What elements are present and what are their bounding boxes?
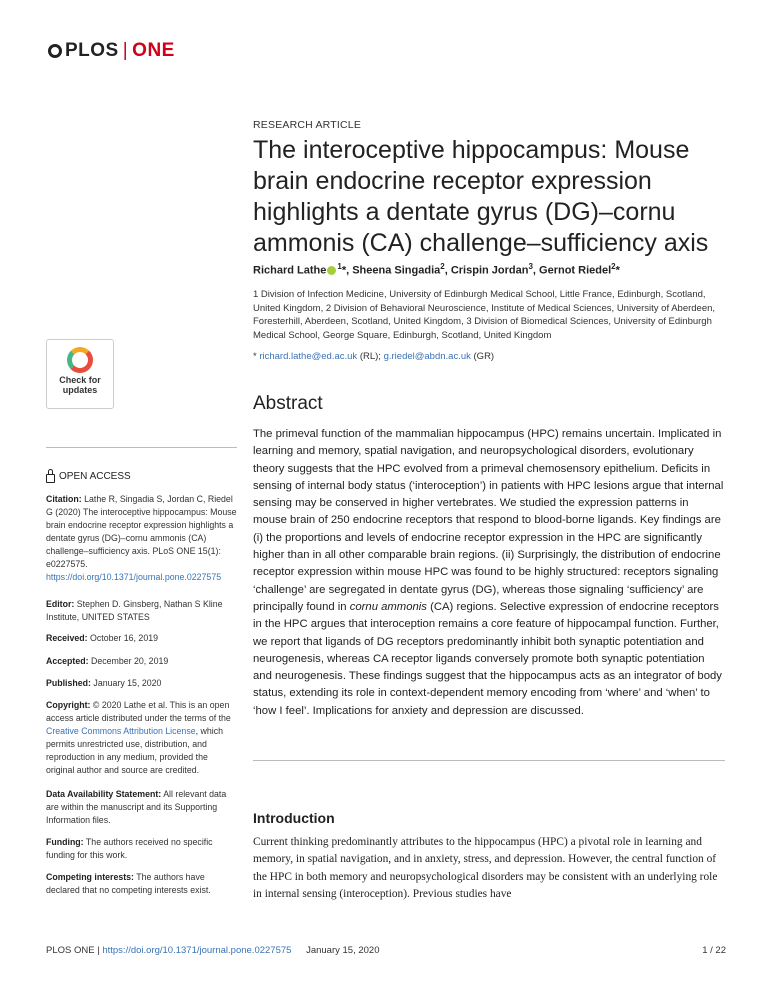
corresp-tag: (RL);	[359, 351, 381, 362]
orcid-icon[interactable]	[327, 266, 336, 275]
check-updates-label: Check for updates	[59, 375, 101, 395]
received-label: Received:	[46, 633, 88, 643]
abstract-heading: Abstract	[253, 393, 323, 414]
data-availability-text: All relevant data are within the manuscript and its Supporting Information files.	[46, 789, 227, 825]
data-availability-label: Data Availability Statement:	[46, 789, 162, 799]
crossmark-icon	[67, 347, 93, 373]
citation	[46, 493, 238, 584]
funding-text: The authors received no specific funding for this work.	[46, 837, 213, 860]
citation-text: Lathe R, Singadia S, Jordan C, Riedel G (2020) The interoceptive hippocampus: Mouse brain endocrine receptor expression highlights a dentate gyrus (DG)–cornu ammonis (CA) challenge–sufficiency axis. PLoS ONE 15(1): e0227575.	[46, 494, 237, 569]
competing-label: Competing interests:	[46, 872, 134, 882]
received-date: October 16, 2019	[90, 633, 158, 643]
author-star: *	[341, 264, 347, 277]
accepted-label: Accepted:	[46, 656, 89, 666]
competing-interests	[46, 871, 238, 897]
article-title: The interoceptive hippocampus: Mouse brain endocrine receptor expression highlights a dentate gyrus (DG)–cornu ammonis (CA) challenge–sufficiency axis	[253, 136, 709, 257]
footer-doi-link[interactable]: https://doi.org/10.1371/journal.pone.0227575	[102, 945, 292, 956]
logo-one-text: ONE	[132, 40, 175, 61]
plos-one-logo	[48, 40, 175, 62]
citation-doi-link[interactable]: https://doi.org/10.1371/journal.pone.0227575	[46, 572, 222, 582]
author-name: Crispin Jordan	[450, 264, 529, 277]
author-affil: 2	[440, 262, 445, 271]
corresp-tag: (GR)	[473, 351, 495, 362]
funding-label: Funding:	[46, 837, 84, 847]
author-star: *	[615, 264, 620, 277]
logo-separator: |	[122, 40, 129, 61]
citation-label: Citation:	[46, 494, 82, 504]
published-label: Published:	[46, 678, 91, 688]
email-link-lathe[interactable]: richard.lathe@ed.ac.uk	[259, 351, 358, 362]
open-access-label: OPEN ACCESS	[59, 471, 131, 482]
corresp-star: *	[253, 351, 257, 362]
introduction-heading: Introduction	[253, 810, 335, 826]
copyright-label: Copyright:	[46, 700, 91, 710]
introduction-text: Current thinking predominantly attributes to the hippocampus (HPC) a pivotal role in learning and memory, in spatial navigation, and in anxiety, stress, and depression. However, the central function of the HPC in both memory and neuropsychological disorders may be consistent with an underlying role in internal sensing (interoception). Previous studies have	[253, 836, 718, 900]
copyright-text: © 2020 Lathe et al. This is an open access article distributed under the terms of the	[46, 700, 231, 723]
data-availability	[46, 788, 238, 827]
editor-label: Editor:	[46, 599, 75, 609]
abstract-part: The primeval function of the mammalian hippocampus (HPC) remains uncertain. Implicated in learning and memory, spatial navigation, and neuropsychological disorders, evolutionary theory suggests that the HPC evolved from a primeval chemosensory epithelium. Deficits in sensing of internal body status (‘interoception’) in patients with HPC lesions argue that internal sensing may be conserved in higher vertebrates. We studied the expression patterns in mouse brain of 250 endocrine receptors that respond to blood-borne ligands. Key findings are (i) the proportions and levels of endocrine receptor expression in the HPC are significantly higher than in all other comparable brain regions. (ii) Surprisingly, the distribution of endocrine receptor expression within mouse HPC was found to be highly structured: receptors signaling ‘challenge’ are segregated in dentate gyrus (DG), whereas those signaling ‘sufficiency’ are principally found in	[253, 428, 724, 613]
accepted-date: December 20, 2019	[90, 656, 169, 666]
received	[46, 632, 238, 645]
open-access	[46, 470, 131, 483]
plos-gear-icon	[48, 44, 62, 58]
editor	[46, 598, 238, 624]
logo-plos-text: PLOS	[65, 40, 119, 61]
author-name: Sheena Singadia	[352, 264, 441, 277]
check-for-updates-badge[interactable]	[46, 339, 114, 409]
open-lock-icon	[46, 474, 55, 483]
footer-journal: PLOS ONE |	[46, 945, 100, 956]
author-list: Richard Lathe $^1$*, Sheena Singadia$^2$, Crispin Jordan$^3$, Gernot Riedel$^2$*	[253, 262, 620, 277]
license-link[interactable]: Creative Commons Attribution License	[46, 726, 196, 736]
correspondence	[253, 351, 494, 362]
copyright	[46, 699, 238, 777]
author-affil: 2	[611, 262, 616, 271]
page-number: 1 / 22	[702, 945, 726, 956]
page-footer	[46, 945, 726, 956]
copyright-text: , which permits unrestricted use, distribution, and reproduction in any medium, provided the original author and source are credited.	[46, 726, 224, 775]
author-affil: 3	[528, 262, 533, 271]
abstract-text	[253, 426, 725, 720]
abstract-part: (CA) regions. Selective expression of endocrine receptors in the HPC argues that interoception remains a core feature of hippocampal function. Further, we report that ligands of DG receptors predominantly inhibit both synaptic potentiation and neurogenesis, whereas CA receptor ligands conversely promote both synaptic potentiation and neurogenesis. These findings suggest that the hippocampus acts as an integrator of body status, extending its role in context-dependent memory encoding from ‘where’ and ‘when’ to ‘how I feel’. Implications for anxiety and depression are discussed.	[253, 600, 722, 717]
sidebar-divider	[46, 447, 237, 448]
published-date: January 15, 2020	[93, 678, 162, 688]
author-affil: 1	[337, 262, 342, 271]
funding	[46, 836, 238, 862]
published	[46, 677, 238, 690]
abstract-divider	[253, 760, 725, 761]
email-link-riedel[interactable]: g.riedel@abdn.ac.uk	[383, 351, 471, 362]
footer-date: January 15, 2020	[306, 945, 380, 956]
accepted	[46, 655, 238, 668]
affiliations: 1 Division of Infection Medicine, University of Edinburgh Medical School, Little France, Edinburgh, Scotland, United Kingdom, 2 Division of Behavioral Neuroscience, Institute of Medical Sciences, University of Aberdeen, Foresterhill, Aberdeen, Scotland, United Kingdom, 3 Division of Biomedical Sciences, University of Edinburgh Medical School, George Square, Edinburgh, Scotland, United Kingdom	[253, 289, 716, 341]
abstract-italic: cornu ammonis	[349, 600, 427, 613]
author-name: Gernot Riedel	[539, 264, 612, 277]
article-type: RESEARCH ARTICLE	[253, 119, 362, 131]
editor-text: Stephen D. Ginsberg, Nathan S Kline Institute, UNITED STATES	[46, 599, 223, 622]
competing-text: The authors have declared that no competing interests exist.	[46, 872, 211, 895]
author-name: Richard Lathe	[253, 264, 327, 277]
